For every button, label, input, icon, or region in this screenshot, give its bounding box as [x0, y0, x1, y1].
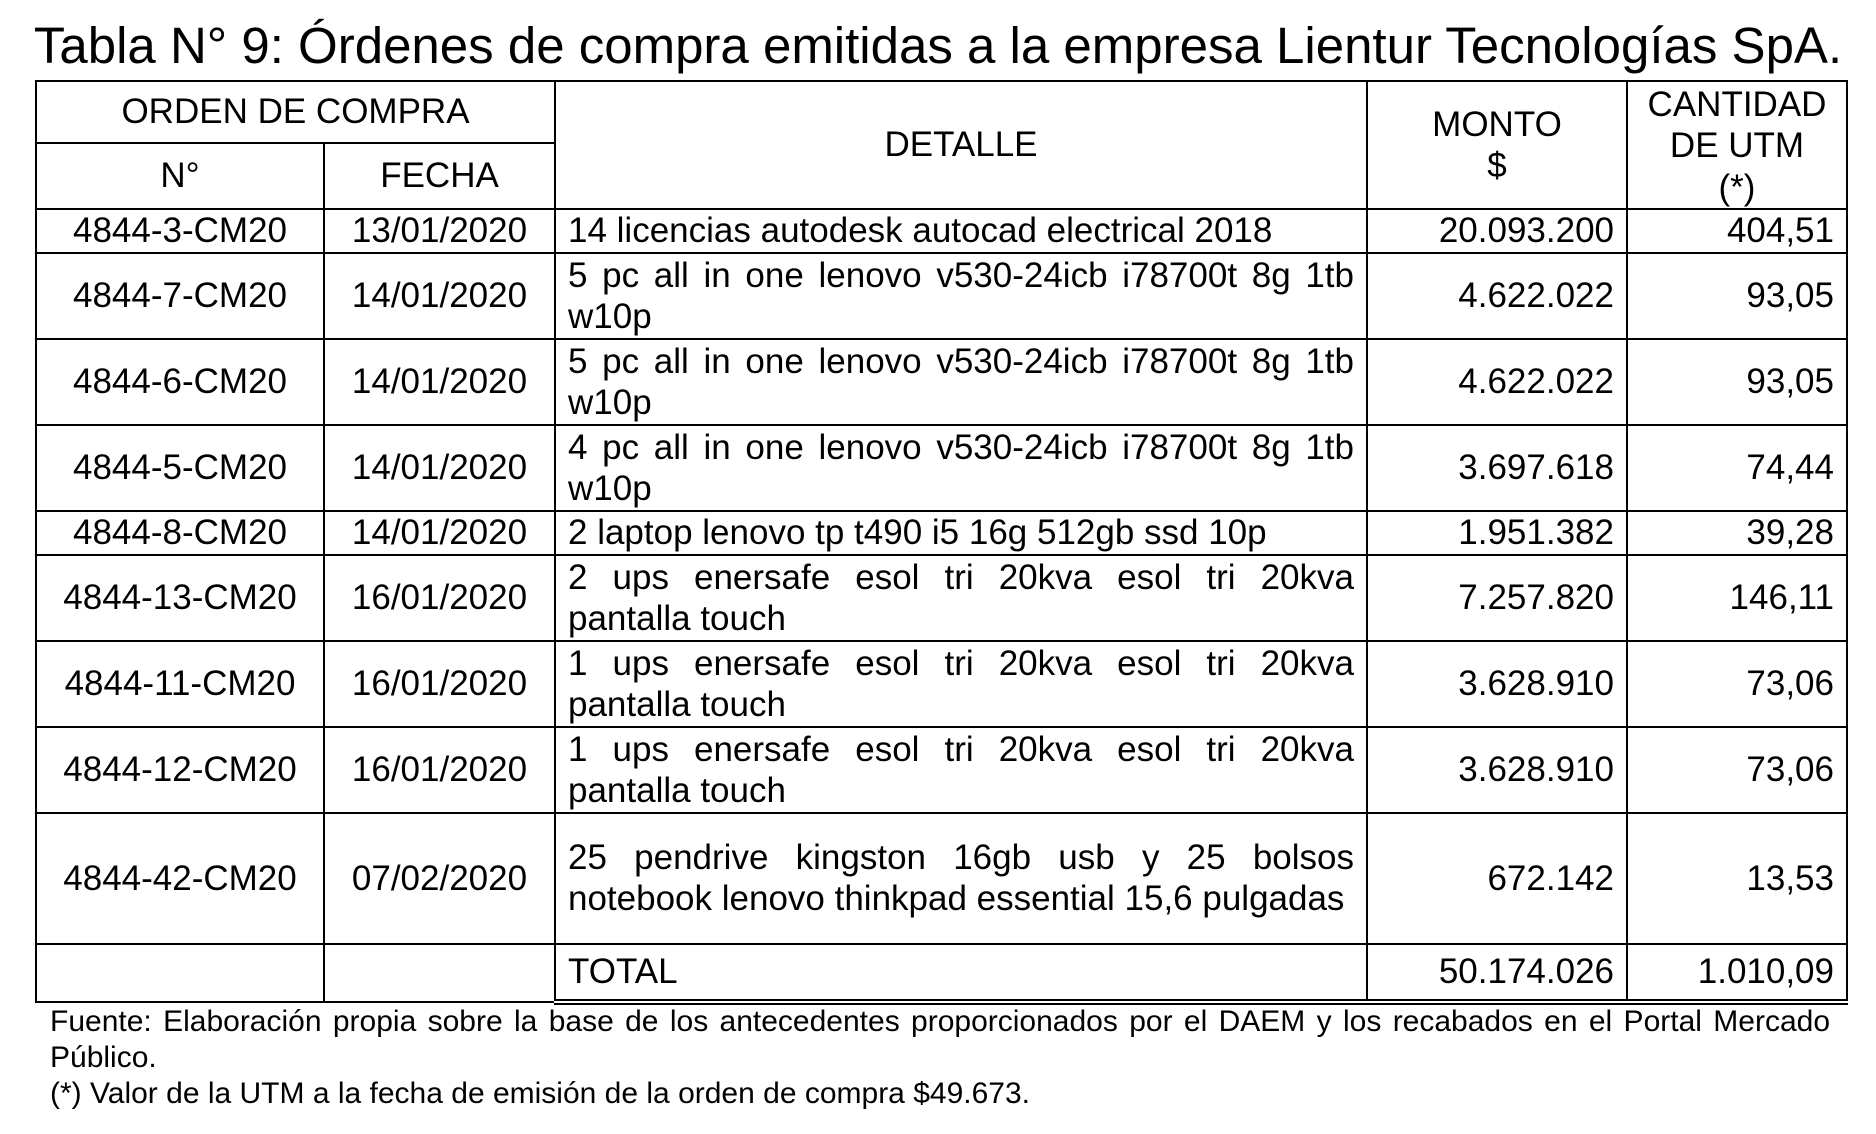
cell-fecha: 14/01/2020	[324, 253, 555, 339]
cell-fecha: 16/01/2020	[324, 727, 555, 813]
cell-utm: 93,05	[1627, 339, 1847, 425]
cell-monto: 3.628.910	[1367, 641, 1627, 727]
cell-detalle: 2 ups enersafe esol tri 20kva esol tri 20kva pantalla touch	[555, 555, 1367, 641]
cell-detalle: 25 pendrive kingston 16gb usb y 25 bolsos notebook lenovo thinkpad essential 15,6 pulgadas	[555, 813, 1367, 944]
header-cantidad-line3: (*)	[1718, 167, 1756, 207]
cell-monto: 20.093.200	[1367, 209, 1627, 253]
cell-fecha: 14/01/2020	[324, 511, 555, 555]
table-row	[36, 727, 1847, 813]
table-row	[36, 253, 1847, 339]
cell-numero: 4844-42-CM20	[36, 813, 324, 944]
cell-numero: 4844-11-CM20	[36, 641, 324, 727]
cell-detalle: 1 ups enersafe esol tri 20kva esol tri 20kva pantalla touch	[555, 641, 1367, 727]
header-cantidad-line1: CANTIDAD	[1647, 85, 1827, 124]
cell-numero: 4844-5-CM20	[36, 425, 324, 511]
cell-utm: 146,11	[1627, 555, 1847, 641]
cell-utm: 73,06	[1627, 641, 1847, 727]
header-numero: N°	[36, 143, 324, 209]
cell-utm: 404,51	[1627, 209, 1847, 253]
purchase-orders-table	[35, 80, 1848, 1005]
cell-monto: 7.257.820	[1367, 555, 1627, 641]
table-row	[36, 209, 1847, 253]
cell-utm: 93,05	[1627, 253, 1847, 339]
cell-monto: 672.142	[1367, 813, 1627, 944]
cell-detalle: 2 laptop lenovo tp t490 i5 16g 512gb ssd 10p	[555, 511, 1367, 555]
header-monto-line1: MONTO	[1432, 104, 1562, 144]
cell-numero: 4844-7-CM20	[36, 253, 324, 339]
header-cantidad-utm	[1627, 81, 1847, 209]
total-utm: 1.010,09	[1627, 944, 1847, 1002]
header-monto	[1367, 81, 1627, 209]
cell-numero: 4844-6-CM20	[36, 339, 324, 425]
source-note: Fuente: Elaboración propia sobre la base de los antecedentes proporcionados por el DAEM y los recabados en el Portal Mercado Público.	[50, 1005, 1830, 1074]
cell-numero: 4844-13-CM20	[36, 555, 324, 641]
table-row	[36, 555, 1847, 641]
total-monto: 50.174.026	[1367, 944, 1627, 1002]
cell-detalle: 1 ups enersafe esol tri 20kva esol tri 20kva pantalla touch	[555, 727, 1367, 813]
cell-fecha: 07/02/2020	[324, 813, 555, 944]
cell-detalle: 5 pc all in one lenovo v530-24icb i78700t 8g 1tb w10p	[555, 253, 1367, 339]
cell-utm: 13,53	[1627, 813, 1847, 944]
cell-monto: 4.622.022	[1367, 253, 1627, 339]
cell-monto: 4.622.022	[1367, 339, 1627, 425]
cell-numero: 4844-3-CM20	[36, 209, 324, 253]
header-detalle: DETALLE	[555, 81, 1367, 209]
cell-detalle: 14 licencias autodesk autocad electrical 2018	[555, 209, 1367, 253]
header-monto-line2: $	[1487, 145, 1507, 185]
cell-monto: 3.628.910	[1367, 727, 1627, 813]
header-orden-de-compra: ORDEN DE COMPRA	[36, 81, 555, 143]
header-cantidad-line2: DE UTM	[1669, 126, 1805, 166]
cell-monto: 1.951.382	[1367, 511, 1627, 555]
total-spacer	[324, 944, 555, 1002]
total-spacer	[36, 944, 324, 1002]
table-title: Tabla N° 9: Órdenes de compra emitidas a la empresa Lientur Tecnologías SpA.	[33, 17, 1843, 74]
table-row	[36, 511, 1847, 555]
cell-fecha: 16/01/2020	[324, 641, 555, 727]
cell-fecha: 14/01/2020	[324, 425, 555, 511]
cell-monto: 3.697.618	[1367, 425, 1627, 511]
cell-detalle: 4 pc all in one lenovo v530-24icb i78700t 8g 1tb w10p	[555, 425, 1367, 511]
cell-numero: 4844-12-CM20	[36, 727, 324, 813]
cell-fecha: 14/01/2020	[324, 339, 555, 425]
cell-fecha: 16/01/2020	[324, 555, 555, 641]
table-row	[36, 641, 1847, 727]
utm-footnote: (*) Valor de la UTM a la fecha de emisión de la orden de compra $49.673.	[50, 1077, 1030, 1110]
cell-numero: 4844-8-CM20	[36, 511, 324, 555]
cell-utm: 73,06	[1627, 727, 1847, 813]
cell-utm: 74,44	[1627, 425, 1847, 511]
total-label: TOTAL	[555, 944, 1367, 1002]
table-row	[36, 425, 1847, 511]
total-row	[36, 944, 1847, 1002]
table-notes	[50, 1004, 1830, 1112]
table-row	[36, 339, 1847, 425]
cell-fecha: 13/01/2020	[324, 209, 555, 253]
cell-detalle: 5 pc all in one lenovo v530-24icb i78700t 8g 1tb w10p	[555, 339, 1367, 425]
header-fecha: FECHA	[324, 143, 555, 209]
cell-utm: 39,28	[1627, 511, 1847, 555]
table-row	[36, 813, 1847, 944]
